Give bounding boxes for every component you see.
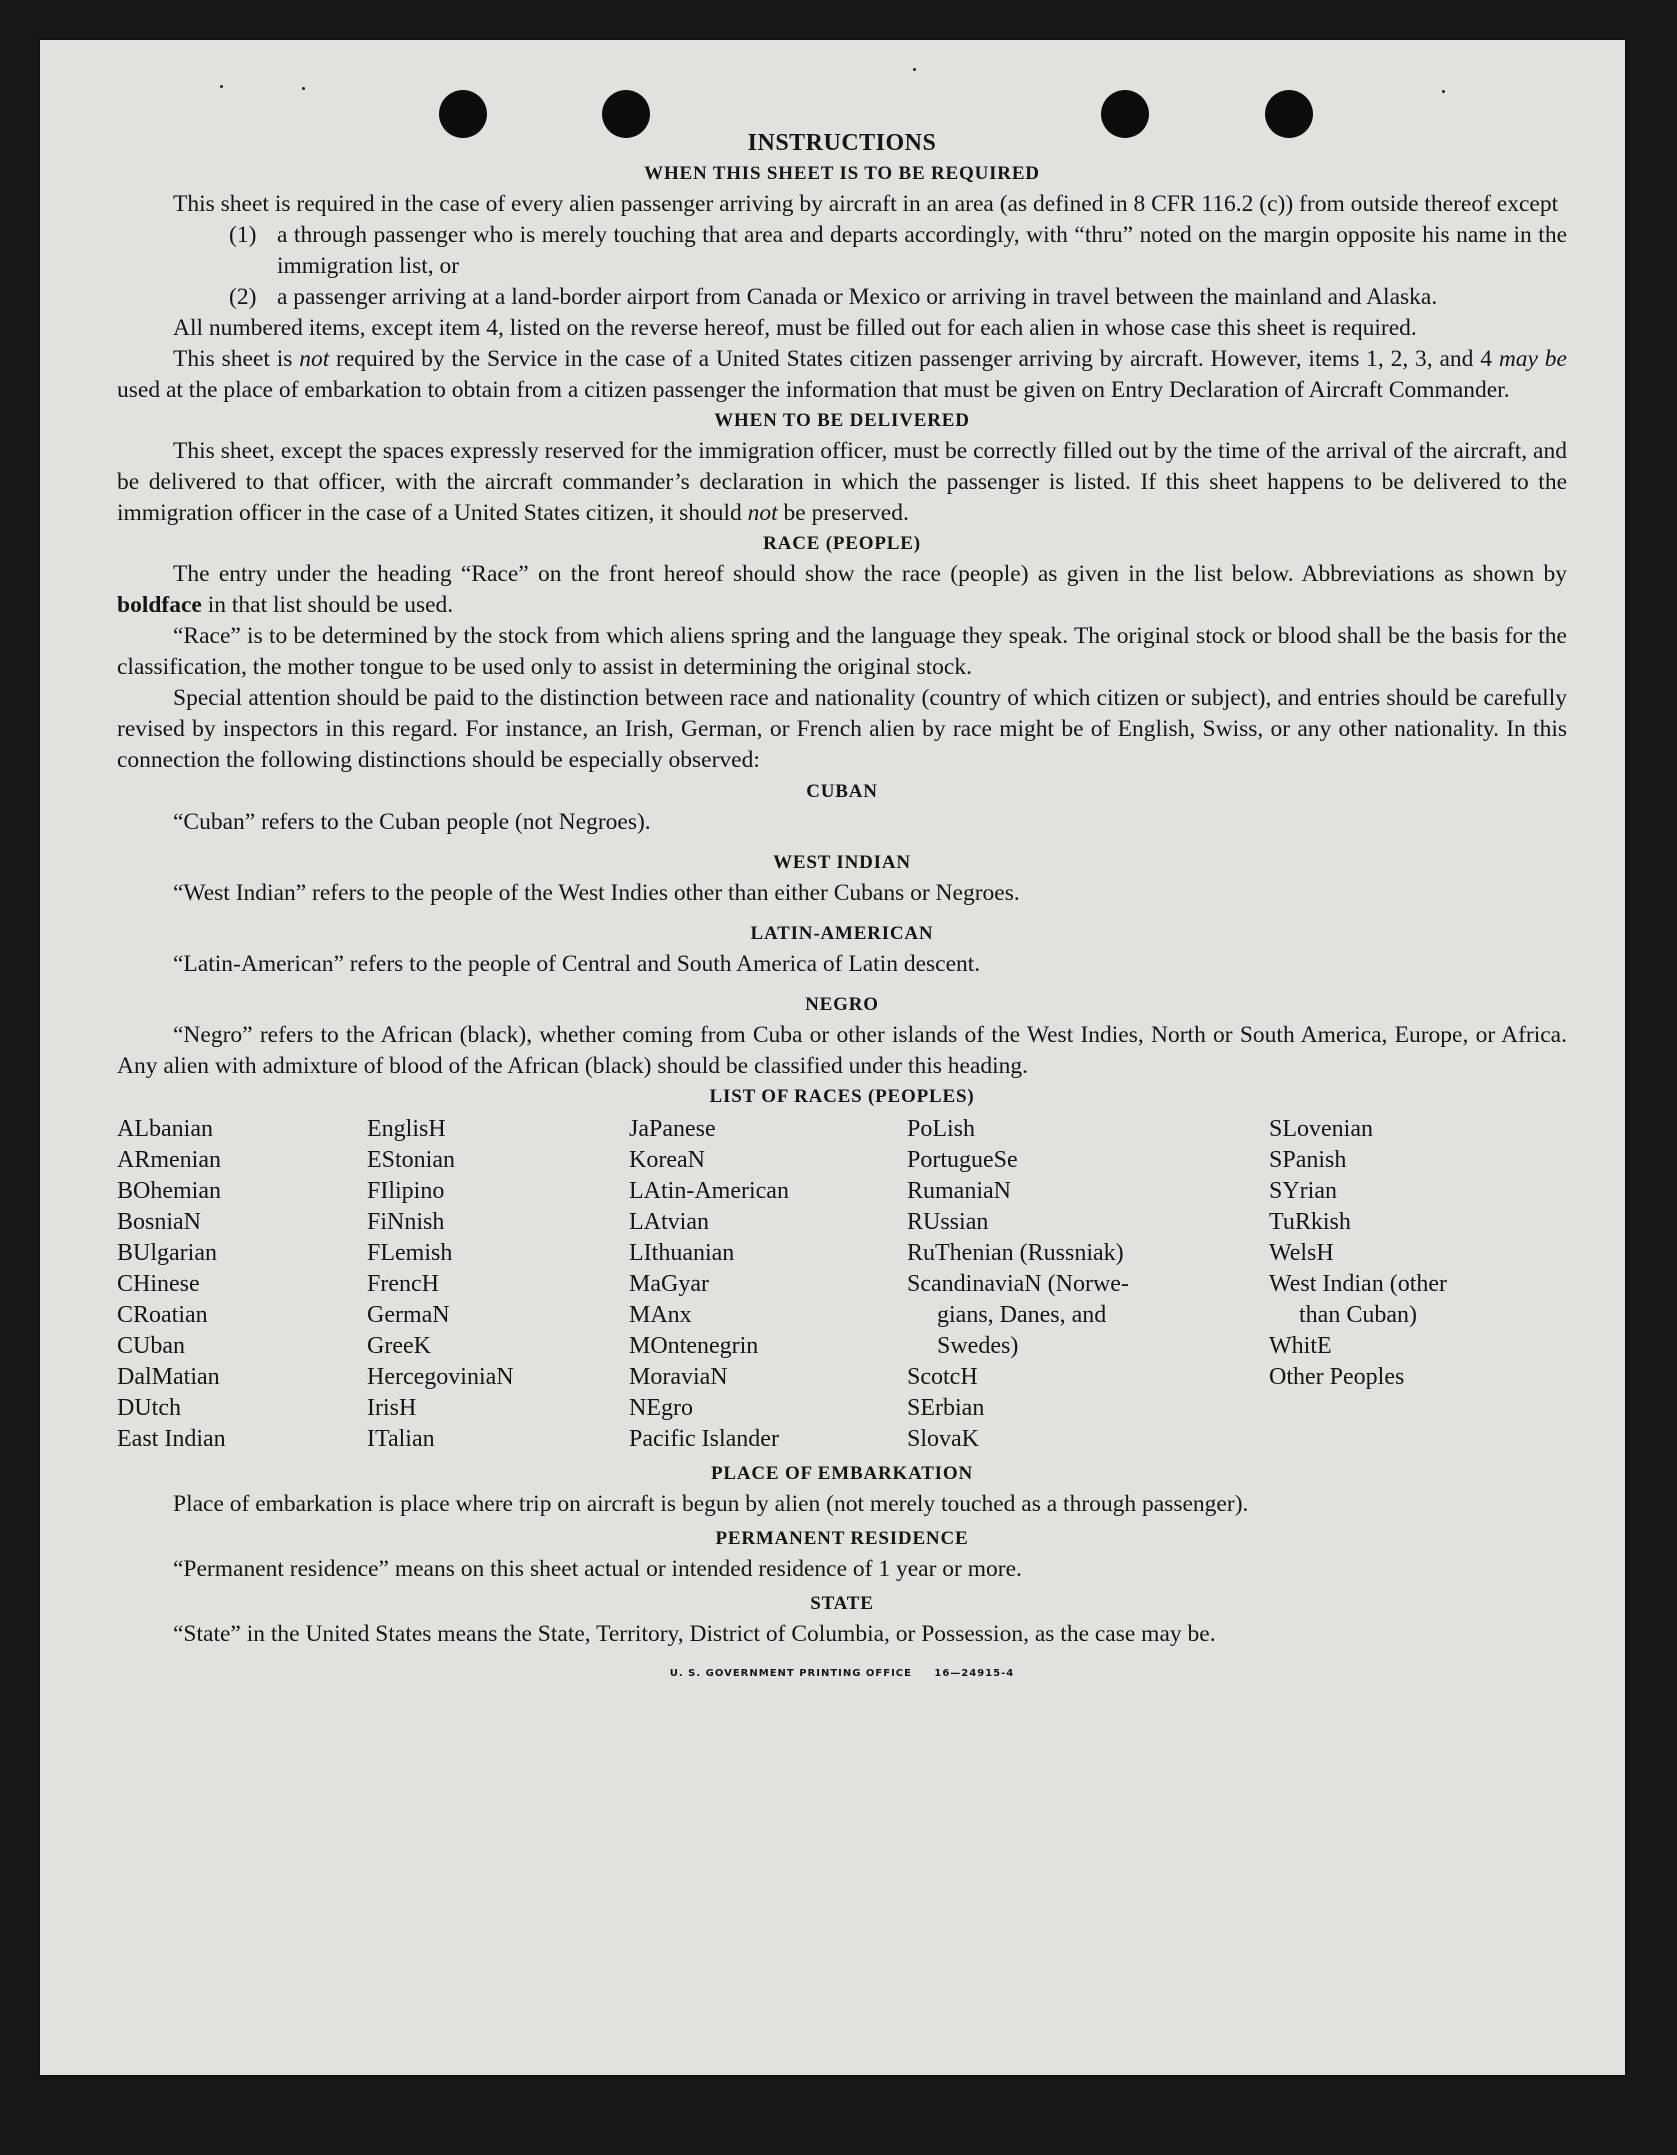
heading-negro: NEGRO [805,994,879,1015]
paragraph-numbered-items: All numbered items, except item 4, listed on the reverse hereof, must be filled out for each alien in whose case this sheet is required. [173,315,1417,341]
race-entry: ALbanian [117,1116,213,1142]
race-entry: KoreaN [629,1147,705,1173]
race-entry: NEgro [629,1395,693,1421]
exception-item-1 [229,220,1567,282]
race-entry-continuation: than Cuban) [1299,1302,1417,1328]
heading-west-indian: WEST INDIAN [773,852,911,873]
bold-text: boldface [117,592,202,618]
race-entry: BOhemian [117,1178,221,1204]
heading-when-delivered: WHEN TO BE DELIVERED [714,410,970,431]
text-span: used at the place of embarkation to obtain from a citizen passenger the information that must be given on Entry Declaration of Aircraft Commander. [117,377,1510,403]
exception-number: (1) [229,222,257,248]
race-column-1 [117,1114,367,1455]
race-entry: EnglisH [367,1116,446,1142]
race-entry: BosniaN [117,1209,201,1235]
race-column-3 [629,1114,907,1455]
race-entry: PortugueSe [907,1147,1018,1173]
race-entry: ScotcH [907,1364,978,1390]
speck [220,85,223,88]
text-span: required by the Service in the case of a United States citizen passenger arriving by aircraft. However, items 1, 2, 3, and 4 [329,346,1499,372]
race-entry: PoLish [907,1116,976,1142]
race-entry: MaGyar [629,1271,709,1297]
race-entry: East Indian [117,1426,226,1452]
race-column-5 [1269,1114,1569,1455]
italic-text: not [747,500,778,526]
italic-text: may be [1498,346,1567,372]
race-entry: MAnx [629,1302,692,1328]
paragraph-embarkation: Place of embarkation is place where trip on aircraft is begun by alien (not merely touched as a through passenger). [173,1491,1249,1517]
race-entry: DUtch [117,1395,181,1421]
race-entry: CUban [117,1333,185,1359]
race-entry: SLovenian [1269,1116,1373,1142]
exception-list [117,220,1567,313]
paragraph-negro: “Negro” refers to the African (black), whether coming from Cuba or other islands of the West Indies, North or South America, Europe, or Africa. Any alien with admixture of blood of the African (black) should be classified under this heading. [117,1022,1567,1079]
race-entry: IrisH [367,1395,417,1421]
paragraph-race-stock: “Race” is to be determined by the stock from which aliens spring and the language they speak. The original stock or blood shall be the basis for the classification, the mother tongue to be used only to assist in determining the original stock. [117,623,1567,680]
exception-text: a passenger arriving at a land-border airport from Canada or Mexico or arriving in travel between the mainland and Alaska. [277,284,1438,310]
text-span: in that list should be used. [201,592,454,618]
heading-place-of-embarkation: PLACE OF EMBARKATION [711,1463,973,1484]
heading-list-of-races: LIST OF RACES (PEOPLES) [709,1086,975,1107]
exception-text: a through passenger who is merely touching that area and departs accordingly, with “thru” noted on the margin opposite his name in the immigration list, or [277,222,1567,279]
race-entry: MOntenegrin [629,1333,759,1359]
race-entry: ITalian [367,1426,435,1452]
race-entry: LAtin-American [629,1178,789,1204]
race-column-4 [907,1114,1269,1455]
heading-race: RACE (PEOPLE) [763,533,921,554]
paragraph-race-entry [117,559,1567,621]
heading-permanent-residence: PERMANENT RESIDENCE [715,1528,969,1549]
race-entry: SPanish [1269,1147,1347,1173]
race-entry: CHinese [117,1271,200,1297]
heading-state: STATE [810,1593,874,1614]
race-entry: JaPanese [629,1116,716,1142]
page-title: INSTRUCTIONS [747,130,937,156]
heading-latin-american: LATIN-AMERICAN [750,923,934,944]
speck [913,68,916,71]
paragraph-state: “State” in the United States means the State, Territory, District of Columbia, or Possession, as the case may be. [173,1621,1216,1647]
race-entry: FLemish [367,1240,453,1266]
race-entry: FiNnish [367,1209,445,1235]
race-entry: West Indian (other [1269,1271,1448,1297]
speck [1442,90,1445,93]
race-entry: BUlgarian [117,1240,217,1266]
text-span: be preserved. [777,500,909,526]
paragraph-required-intro: This sheet is required in the case of every alien passenger arriving by aircraft in an area (as defined in 8 CFR 116.2 (c)) from outside thereof except [173,191,1559,217]
race-entry: RUssian [907,1209,989,1235]
paragraph-west-indian: “West Indian” refers to the people of the West Indies other than either Cubans or Negroes. [173,880,1020,906]
race-entry: LAtvian [629,1209,709,1235]
race-entry: GreeK [367,1333,431,1359]
paragraph-residence: “Permanent residence” means on this sheet actual or intended residence of 1 year or more. [173,1556,1022,1582]
race-entry: GermaN [367,1302,450,1328]
race-entry-continuation: gians, Danes, and [937,1302,1107,1328]
exception-number: (2) [229,284,257,310]
race-entry: RuThenian (Russniak) [907,1240,1124,1266]
race-entry: Other Peoples [1269,1364,1405,1390]
race-entry: FrencH [367,1271,439,1297]
race-entry: SErbian [907,1395,985,1421]
race-entry: HercegoviniaN [367,1364,514,1390]
race-entry-continuation: Swedes) [937,1333,1019,1359]
text-span: This sheet, except the spaces expressly reserved for the immigration officer, must be correctly filled out by the time of the arrival of the aircraft, and be delivered to that officer, with the aircraft commander’s declaration in which the passenger is listed. If this sheet happens to be delivered to the immigration officer in the case of a United States citizen, it should [117,438,1567,526]
race-entry: WhitE [1269,1333,1332,1359]
race-entry: DalMatian [117,1364,220,1390]
instructions-content [117,128,1567,1689]
race-entry: ScandinaviaN (Norwe- [907,1271,1129,1297]
race-column-2 [367,1114,629,1455]
printing-office-footer: U. S. GOVERNMENT PRINTING OFFICE 16—24915-4 [669,1668,1015,1679]
race-entry: Pacific Islander [629,1426,779,1452]
text-span: The entry under the heading “Race” on the front hereof should show the race (people) as given in the list below. Abbreviations as shown by [173,561,1567,587]
race-entry: WelsH [1269,1240,1334,1266]
exception-item-2 [229,282,1567,313]
race-entry: FIlipino [367,1178,445,1204]
race-entry: SlovaK [907,1426,979,1452]
race-entry: SYrian [1269,1178,1337,1204]
paragraph-delivered [117,436,1567,529]
paragraph-cuban: “Cuban” refers to the Cuban people (not Negroes). [173,809,651,835]
race-entry: CRoatian [117,1302,208,1328]
race-entry: LIthuanian [629,1240,735,1266]
text-span: This sheet is [173,346,300,372]
heading-when-required: WHEN THIS SHEET IS TO BE REQUIRED [644,163,1040,184]
race-entry: EStonian [367,1147,455,1173]
race-list [117,1114,1567,1455]
race-entry: TuRkish [1269,1209,1351,1235]
race-entry: MoraviaN [629,1364,728,1390]
paragraph-race-nationality: Special attention should be paid to the distinction between race and nationality (country of which citizen or subject), and entries should be carefully revised by inspectors in this regard. For instance, an Irish, German, or French alien by race might be of English, Swiss, or any other nationality. In this connection the following distinctions should be especially observed: [117,685,1567,773]
document-page [40,40,1625,2075]
race-entry: RumaniaN [907,1178,1011,1204]
paragraph-latin-american: “Latin-American” refers to the people of Central and South America of Latin descent. [173,951,981,977]
speck [302,87,305,90]
paragraph-citizen [117,344,1567,406]
race-entry: ARmenian [117,1147,221,1173]
italic-text: not [299,346,330,372]
heading-cuban: CUBAN [806,781,878,802]
